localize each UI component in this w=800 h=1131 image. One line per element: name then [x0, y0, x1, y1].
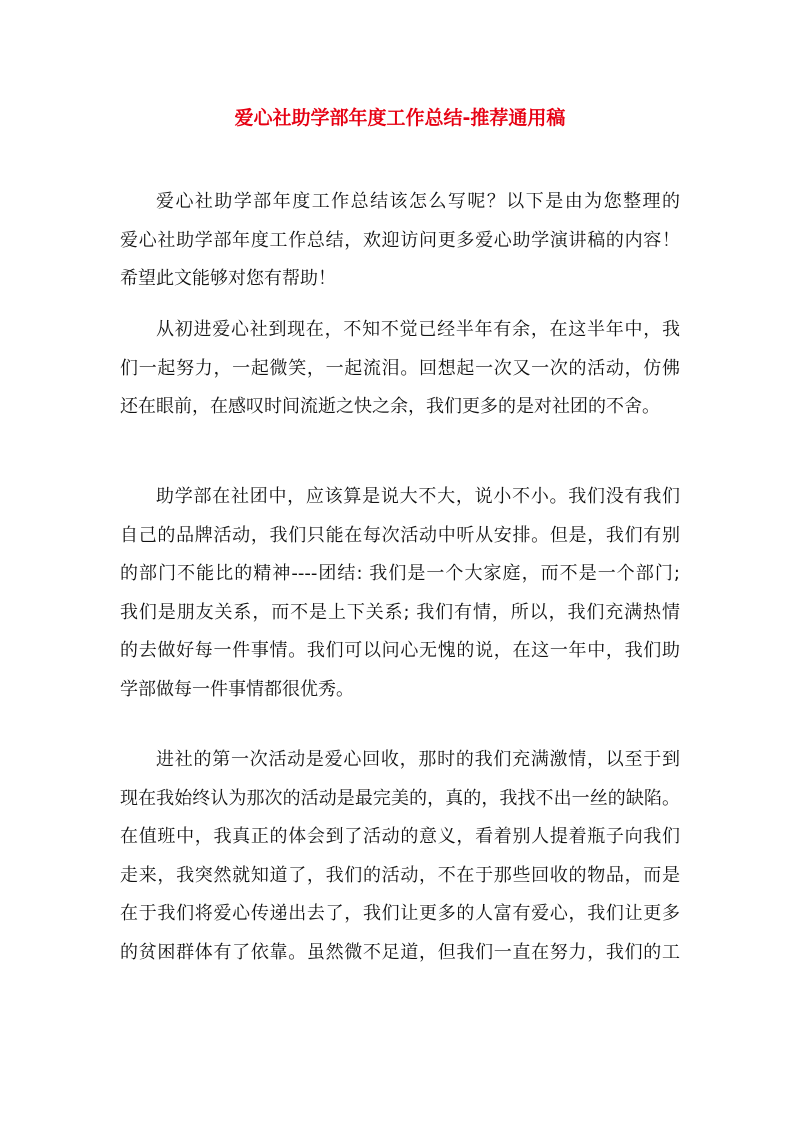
paragraph-line: 我们是朋友关系，而不是上下关系; 我们有情，所以，我们充满热情 — [120, 601, 680, 623]
paragraph-line: 们一起努力，一起微笑，一起流泪。回想起一次又一次的活动，仿佛 — [120, 357, 680, 379]
paragraph-intro — [120, 183, 680, 299]
paragraph-department — [120, 478, 680, 709]
paragraph-first-activity — [120, 741, 680, 972]
document-title: 爱心社助学部年度工作总结-推荐通用稿 — [234, 107, 566, 129]
paragraph-line: 在值班中，我真正的体会到了活动的意义，看着别人提着瓶子向我们 — [120, 826, 680, 847]
paragraph-line: 还在眼前，在感叹时间流逝之快之余，我们更多的是对社团的不舍。 — [120, 396, 660, 417]
paragraph-line: 现在我始终认为那次的活动是最完美的，真的，我找不出一丝的缺陷。 — [120, 787, 680, 809]
paragraph-line: 爱心社助学部年度工作总结该怎么写呢？以下是由为您整理的 — [156, 191, 680, 212]
paragraph-line: 走来，我突然就知道了，我们的活动，不在于那些回收的物品，而是 — [120, 864, 680, 886]
paragraph-line: 在于我们将爱心传递出去了，我们让更多的人富有爱心，我们让更多 — [120, 903, 680, 924]
paragraph-beginning — [120, 311, 680, 427]
paragraph-line: 爱心社助学部年度工作总结，欢迎访问更多爱心助学演讲稿的内容！ — [120, 229, 680, 251]
paragraph-line: 从初进爱心社到现在，不知不觉已经半年有余，在这半年中，我 — [156, 319, 680, 340]
paragraph-line: 的去做好每一件事情。我们可以问心无愧的说，在这一年中，我们助 — [120, 640, 680, 661]
paragraph-line: 进社的第一次活动是爱心回收，那时的我们充满激情，以至于到 — [156, 749, 680, 770]
paragraph-line: 助学部在社团中，应该算是说大不大，说小不小。我们没有我们 — [156, 486, 680, 507]
paragraph-line: 希望此文能够对您有帮助！ — [120, 268, 336, 289]
paragraph-line: 的部门不能比的精神----团结: 我们是一个大家庭，而不是一个部门; — [120, 563, 680, 584]
paragraph-line: 自己的品牌活动，我们只能在每次活动中听从安排。但是，我们有别 — [120, 524, 680, 546]
paragraph-line: 学部做每一件事情都很优秀。 — [120, 678, 354, 700]
paragraph-line: 的贫困群体有了依靠。虽然微不足道，但我们一直在努力，我们的工 — [120, 941, 680, 963]
